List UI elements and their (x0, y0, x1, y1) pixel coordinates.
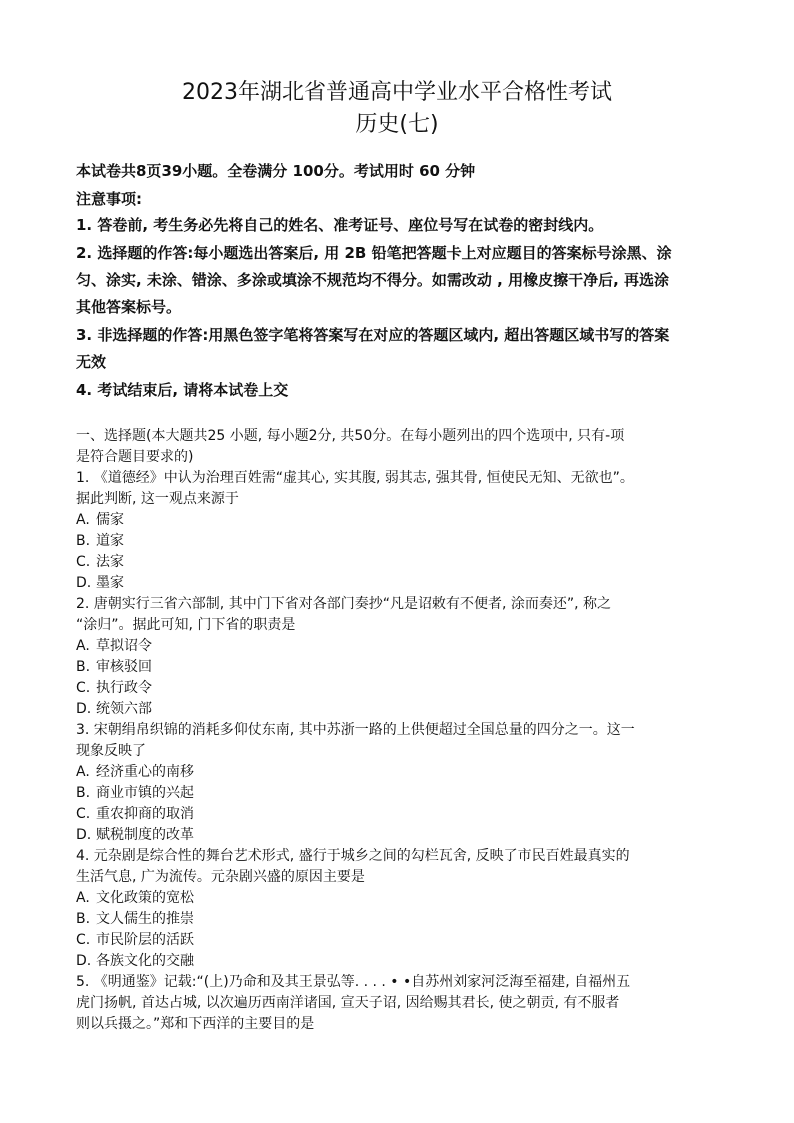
question-2-option-a[interactable] (76, 636, 726, 656)
question-5-stem-cont: 虎门扬帆, 首达占城, 以次遍历西南洋诸国, 宣天子诏, 因给赐其君长, 使之朝贡, 有不服者 (76, 995, 620, 1011)
option-label: B. (76, 785, 91, 801)
question-1-stem-cont: 据此判断, 这一观点来源于 (76, 491, 239, 507)
option-label: A. (76, 638, 90, 654)
question-1-option-c[interactable] (76, 552, 726, 572)
option-text: 法家 (96, 554, 124, 570)
question-5-stem: 5. 《明通鉴》记载:“(上)乃命和及其王景弘等. . . . • •自苏州刘家河泛海至福建, 自福州五 (76, 974, 631, 990)
option-text: 赋税制度的改革 (96, 827, 194, 843)
question-3-option-a[interactable] (76, 762, 726, 782)
option-text: 各族文化的交融 (96, 953, 194, 969)
exam-title: 2023年湖北省普通高中学业水平合格性考试 (182, 80, 612, 105)
notes-heading: 注意事项: (76, 190, 142, 208)
option-text: 道家 (96, 533, 124, 549)
note-item: 匀、涂实, 未涂、错涂、多涂或填涂不规范均不得分。如需改动 , 用橡皮擦干净后, 再选涂 (76, 271, 669, 289)
question-3-option-b[interactable] (76, 783, 726, 803)
note-item: 4. 考试结束后, 请将本试卷上交 (76, 381, 289, 399)
question-1-option-d[interactable] (76, 573, 726, 593)
note-item: 1. 答卷前, 考生务必先将自己的姓名、准考证号、座位号写在试卷的密封线内。 (76, 216, 604, 234)
question-3-stem-cont: 现象反映了 (76, 743, 146, 759)
option-text: 市民阶层的活跃 (96, 932, 194, 948)
option-label: C. (76, 932, 91, 948)
section-heading: 一、选择题(本大题共25 小题, 每小题2分, 共50分。在每小题列出的四个选项中, 只有-项 (76, 428, 625, 444)
option-text: 墨家 (96, 575, 124, 591)
note-item: 2. 选择题的作答:每小题选出答案后, 用 2B 铅笔把答题卡上对应题目的答案标号涂黑、涂 (76, 244, 672, 262)
question-2-option-c[interactable] (76, 678, 726, 698)
option-text: 草拟诏令 (96, 638, 152, 654)
option-text: 文化政策的宽松 (96, 890, 194, 906)
question-3-stem: 3. 宋朝绢帛织锦的消耗多仰仗东南, 其中苏浙一路的上供便超过全国总量的四分之一。这一 (76, 722, 635, 738)
question-5-stem-cont: 则以兵摄之。”郑和下西洋的主要目的是 (76, 1016, 315, 1032)
exam-notes (76, 160, 728, 401)
option-label: B. (76, 533, 91, 549)
question-4-option-c[interactable] (76, 930, 726, 950)
question-1-stem: 1. 《道德经》中认为治理百姓需“虚其心, 实其腹, 弱其志, 强其骨, 恒使民无知、无欲也”。 (76, 470, 634, 486)
option-text: 儒家 (96, 512, 124, 528)
section-heading-cont: 是符合题目要求的) (76, 449, 194, 465)
note-item: 3. 非选择题的作答:用黑色签字笔将答案写在对应的答题区域内, 超出答题区域书写的答案 (76, 326, 670, 344)
option-label: D. (76, 827, 92, 843)
exam-summary: 本试卷共8页39小题。全卷满分 100分。考试用时 60 分钟 (76, 162, 476, 180)
question-4-stem-cont: 生活气息, 广为流传。元杂剧兴盛的原因主要是 (76, 869, 365, 885)
option-label: A. (76, 764, 90, 780)
exam-subtitle: 历史(七) (355, 112, 439, 137)
question-4-option-b[interactable] (76, 909, 726, 929)
option-label: D. (76, 575, 92, 591)
question-4-option-d[interactable] (76, 951, 726, 971)
option-label: B. (76, 659, 91, 675)
option-label: D. (76, 701, 92, 717)
question-3-option-c[interactable] (76, 804, 726, 824)
question-4-option-a[interactable] (76, 888, 726, 908)
option-text: 经济重心的南移 (96, 764, 194, 780)
question-4-stem: 4. 元杂剧是综合性的舞台艺术形式, 盛行于城乡之间的勾栏瓦舍, 反映了市民百姓最真实的 (76, 848, 630, 864)
option-label: A. (76, 512, 90, 528)
option-text: 执行政令 (96, 680, 152, 696)
option-text: 商业市镇的兴起 (96, 785, 194, 801)
option-text: 统领六部 (96, 701, 152, 717)
option-label: C. (76, 680, 91, 696)
option-label: C. (76, 806, 91, 822)
option-label: C. (76, 554, 91, 570)
question-2-stem: 2. 唐朝实行三省六部制, 其中门下省对各部门奏抄“凡是诏敕有不便者, 涂而奏还”, 称之 (76, 596, 612, 612)
option-label: B. (76, 911, 91, 927)
question-2-option-b[interactable] (76, 657, 726, 677)
option-text: 重农抑商的取消 (96, 806, 194, 822)
option-text: 审核驳回 (96, 659, 152, 675)
note-item: 其他答案标号。 (76, 298, 182, 316)
question-2-option-d[interactable] (76, 699, 726, 719)
option-label: D. (76, 953, 92, 969)
question-2-stem-cont: “涂归”。据此可知, 门下省的职责是 (76, 617, 296, 633)
note-item: 无效 (76, 353, 107, 371)
option-label: A. (76, 890, 90, 906)
question-1-option-a[interactable] (76, 510, 726, 530)
option-text: 文人儒生的推崇 (96, 911, 194, 927)
question-3-option-d[interactable] (76, 825, 726, 845)
question-1-option-b[interactable] (76, 531, 726, 551)
